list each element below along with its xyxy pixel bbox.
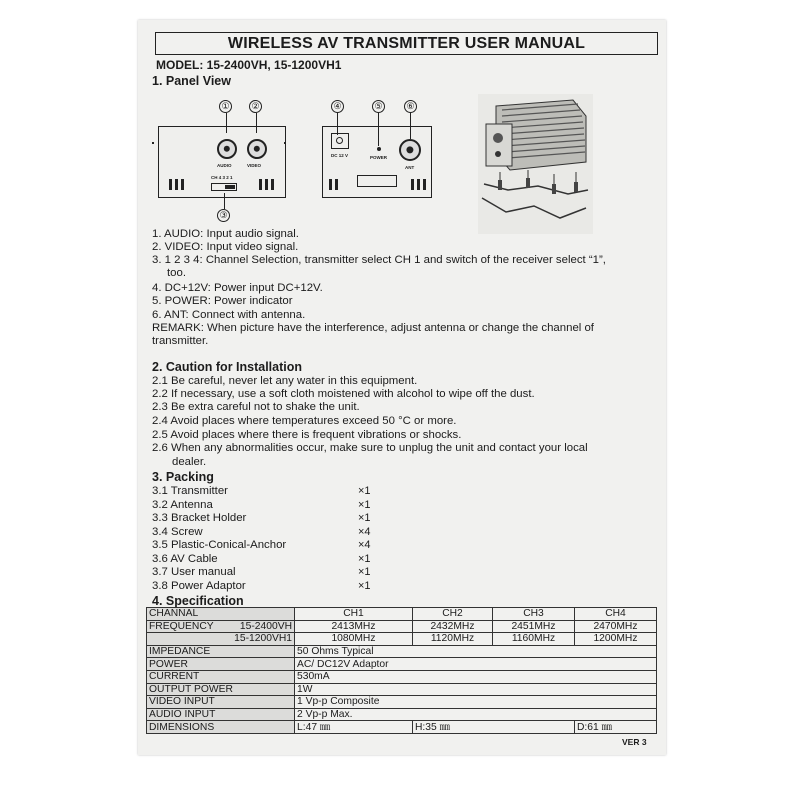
dimensions-label: DIMENSIONS bbox=[147, 721, 295, 734]
packing-item: 3.7 User manual bbox=[152, 566, 236, 578]
frequency-cell: 2451MHz bbox=[493, 620, 575, 633]
table-row bbox=[147, 620, 657, 633]
section-2-heading: 2. Caution for Installation bbox=[152, 360, 303, 374]
caution-item-3: 2.3 Be extra careful not to shake the unit. bbox=[152, 401, 360, 413]
section-1-heading: 1. Panel View bbox=[152, 74, 231, 88]
frequency-label: FREQUENCY bbox=[149, 620, 214, 632]
callout-3: ③ bbox=[217, 209, 230, 222]
packing-qty: ×1 bbox=[358, 499, 371, 511]
specification-table bbox=[146, 607, 657, 734]
frequency-cell: 2470MHz bbox=[575, 620, 657, 633]
version-label: VER 3 bbox=[622, 737, 647, 747]
unit-photo bbox=[478, 94, 593, 234]
packing-qty: ×1 bbox=[358, 485, 371, 497]
packing-item: 3.1 Transmitter bbox=[152, 485, 228, 497]
callout-5: ⑤ bbox=[372, 100, 385, 113]
channel-header: CH3 bbox=[493, 608, 575, 621]
spec-value: 1W bbox=[295, 683, 657, 696]
model-1200: 15-1200VH1 bbox=[147, 633, 295, 646]
remark-line-1: REMARK: When picture have the interference, adjust antenna or change the channel of bbox=[152, 322, 594, 334]
frequency-cell: 1080MHz bbox=[295, 633, 413, 646]
panel-item-3: 3. 1 2 3 4: Channel Selection, transmitter select CH 1 and switch of the receiver select “1”, bbox=[152, 254, 606, 266]
label-plate bbox=[357, 175, 397, 187]
vent-slot bbox=[423, 179, 426, 190]
vent-slot bbox=[335, 179, 338, 190]
channal-label: CHANNAL bbox=[147, 608, 295, 621]
table-row bbox=[147, 670, 657, 683]
packing-item: 3.5 Plastic-Conical-Anchor bbox=[152, 539, 287, 551]
remark-line-2: transmitter. bbox=[152, 335, 209, 347]
caution-item-4: 2.4 Avoid places where temperatures exceed 50 °C or more. bbox=[152, 415, 457, 427]
dimension-height: H:35 ㎜ bbox=[413, 721, 575, 734]
channel-header: CH2 bbox=[413, 608, 493, 621]
video-jack-icon bbox=[247, 139, 267, 159]
dimension-length: L:47 ㎜ bbox=[295, 721, 413, 734]
dimension-depth: D:61 ㎜ bbox=[575, 721, 657, 734]
packing-item: 3.6 AV Cable bbox=[152, 553, 218, 565]
panel-item-6: 6. ANT: Connect with antenna. bbox=[152, 309, 306, 321]
callout-leader bbox=[256, 113, 257, 133]
callout-leader bbox=[224, 193, 225, 209]
model-line: MODEL: 15-2400VH, 15-1200VH1 bbox=[156, 58, 342, 72]
frequency-cell: 1160MHz bbox=[493, 633, 575, 646]
dc-power-jack-icon bbox=[331, 133, 349, 149]
packing-qty: ×1 bbox=[358, 566, 371, 578]
packing-qty: ×1 bbox=[358, 580, 371, 592]
frequency-cell: 2432MHz bbox=[413, 620, 493, 633]
packing-qty: ×1 bbox=[358, 512, 371, 524]
table-row bbox=[147, 633, 657, 646]
packing-item: 3.3 Bracket Holder bbox=[152, 512, 247, 524]
audio-label: AUDIO bbox=[217, 163, 232, 168]
table-row bbox=[147, 683, 657, 696]
table-row bbox=[147, 696, 657, 709]
title-box bbox=[155, 32, 658, 55]
panel-item-2: 2. VIDEO: Input video signal. bbox=[152, 241, 299, 253]
panel-item-4: 4. DC+12V: Power input DC+12V. bbox=[152, 282, 323, 294]
spec-label: AUDIO INPUT bbox=[147, 708, 295, 721]
vent-slot bbox=[169, 179, 172, 190]
mount-tab bbox=[152, 142, 154, 144]
spec-value: 2 Vp-p Max. bbox=[295, 708, 657, 721]
callout-leader bbox=[410, 113, 411, 139]
caution-item-5: 2.5 Avoid places where there is frequent vibrations or shocks. bbox=[152, 429, 462, 441]
callout-2: ② bbox=[249, 100, 262, 113]
caution-item-6-cont: dealer. bbox=[172, 456, 207, 468]
packing-item: 3.2 Antenna bbox=[152, 499, 213, 511]
front-panel-outline bbox=[158, 126, 286, 198]
table-row bbox=[147, 608, 657, 621]
vent-slot bbox=[271, 179, 274, 190]
packing-qty: ×4 bbox=[358, 526, 371, 538]
caution-item-1: 2.1 Be careful, never let any water in this equipment. bbox=[152, 375, 418, 387]
packing-item: 3.4 Screw bbox=[152, 526, 203, 538]
model-2400: 15-2400VH bbox=[239, 620, 292, 632]
vent-slot bbox=[329, 179, 332, 190]
table-row bbox=[147, 721, 657, 734]
rear-panel-outline bbox=[322, 126, 432, 198]
power-led-icon bbox=[377, 147, 381, 151]
mount-tab bbox=[284, 142, 286, 144]
spec-label: POWER bbox=[147, 658, 295, 671]
vent-slot bbox=[417, 179, 420, 190]
table-row bbox=[147, 708, 657, 721]
packing-qty: ×1 bbox=[358, 553, 371, 565]
caution-item-6: 2.6 When any abnormalities occur, make sure to unplug the unit and contact your local bbox=[152, 442, 588, 454]
spec-label: CURRENT bbox=[147, 670, 295, 683]
spec-value: 50 Ohms Typical bbox=[295, 645, 657, 658]
vent-slot bbox=[181, 179, 184, 190]
spec-value: 1 Vp-p Composite bbox=[295, 696, 657, 709]
panel-item-5: 5. POWER: Power indicator bbox=[152, 295, 293, 307]
antenna-connector-icon bbox=[399, 139, 421, 161]
power-label: POWER bbox=[370, 155, 388, 160]
frequency-cell: 2413MHz bbox=[295, 620, 413, 633]
spec-value: 530mA bbox=[295, 670, 657, 683]
vent-slot bbox=[265, 179, 268, 190]
channel-switch-icon bbox=[211, 183, 237, 191]
dc-label: DC 12 V bbox=[331, 153, 349, 158]
vent-slot bbox=[175, 179, 178, 190]
frequency-label-cell bbox=[147, 620, 295, 633]
manual-title: WIRELESS AV TRANSMITTER USER MANUAL bbox=[227, 34, 586, 52]
table-row bbox=[147, 658, 657, 671]
video-label: VIDEO bbox=[247, 163, 262, 168]
vent-slot bbox=[411, 179, 414, 190]
callout-leader bbox=[226, 113, 227, 133]
panel-item-1: 1. AUDIO: Input audio signal. bbox=[152, 228, 299, 240]
channel-switch-label: CH 4 3 2 1 bbox=[211, 175, 233, 180]
callout-leader bbox=[378, 113, 379, 146]
callout-6: ⑥ bbox=[404, 100, 417, 113]
spec-value: AC/ DC12V Adaptor bbox=[295, 658, 657, 671]
callout-4: ④ bbox=[331, 100, 344, 113]
frequency-cell: 1120MHz bbox=[413, 633, 493, 646]
caution-item-2: 2.2 If necessary, use a soft cloth moistened with alcohol to wipe off the dust. bbox=[152, 388, 535, 400]
unit-with-bracket-image bbox=[478, 94, 593, 234]
section-3-heading: 3. Packing bbox=[152, 470, 214, 484]
spec-label: OUTPUT POWER bbox=[147, 683, 295, 696]
spec-label: IMPEDANCE bbox=[147, 645, 295, 658]
panel-item-3-cont: too. bbox=[167, 267, 186, 279]
table-row bbox=[147, 645, 657, 658]
section-4-heading: 4. Specification bbox=[152, 594, 244, 608]
frequency-cell: 1200MHz bbox=[575, 633, 657, 646]
vent-slot bbox=[259, 179, 262, 190]
callout-leader bbox=[337, 113, 338, 135]
channel-header: CH4 bbox=[575, 608, 657, 621]
packing-item: 3.8 Power Adaptor bbox=[152, 580, 246, 592]
spec-label: VIDEO INPUT bbox=[147, 696, 295, 709]
manual-page bbox=[138, 20, 666, 755]
ant-label: ANT bbox=[405, 165, 415, 170]
callout-1: ① bbox=[219, 100, 232, 113]
audio-jack-icon bbox=[217, 139, 237, 159]
packing-qty: ×4 bbox=[358, 539, 371, 551]
channel-header: CH1 bbox=[295, 608, 413, 621]
